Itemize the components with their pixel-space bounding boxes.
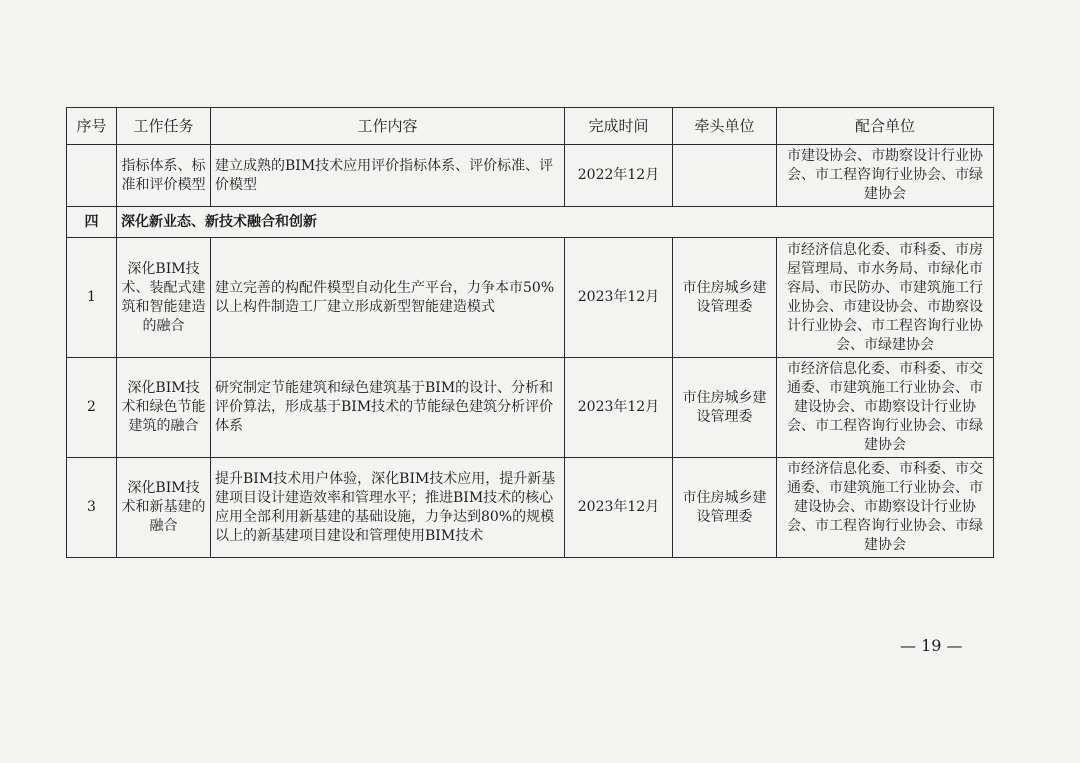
cell-lead: 市住房城乡建设管理委 — [673, 458, 777, 558]
header-partners: 配合单位 — [777, 108, 994, 145]
cell-content: 建立成熟的BIM技术应用评价指标体系、评价标准、评价模型 — [211, 145, 565, 207]
cell-time: 2023年12月 — [565, 358, 673, 458]
cell-partners: 市经济信息化委、市科委、市交通委、市建筑施工行业协会、市建设协会、市勘察设计行业协会、市工程咨询行业协会、市绿建协会 — [777, 458, 994, 558]
section-title: 深化新业态、新技术融合和创新 — [117, 207, 994, 238]
cell-content: 提升BIM技术用户体验，深化BIM技术应用，提升新基建项目设计建造效率和管理水平；推进BIM技术的核心应用全部利用新基建的基础设施，力争达到80%的规模以上的新基建项目建设和管理使用BIM技术 — [211, 458, 565, 558]
cell-task: 指标体系、标准和评价模型 — [117, 145, 211, 207]
cell-content: 研究制定节能建筑和绿色建筑基于BIM的设计、分析和评价算法，形成基于BIM技术的节能绿色建筑分析评价体系 — [211, 358, 565, 458]
cell-task: 深化BIM技术和绿色节能建筑的融合 — [117, 358, 211, 458]
section-row — [67, 207, 994, 238]
header-content: 工作内容 — [211, 108, 565, 145]
table-row — [67, 358, 994, 458]
cell-content: 建立完善的构配件模型自动化生产平台，力争本市50%以上构件制造工厂建立形成新型智能建造模式 — [211, 238, 565, 358]
table-row — [67, 238, 994, 358]
header-task: 工作任务 — [117, 108, 211, 145]
cell-task: 深化BIM技术和新基建的融合 — [117, 458, 211, 558]
header-no: 序号 — [67, 108, 117, 145]
cell-no: 1 — [67, 238, 117, 358]
header-lead: 牵头单位 — [673, 108, 777, 145]
table-header-row — [67, 108, 994, 145]
cell-partners: 市经济信息化委、市科委、市交通委、市建筑施工行业协会、市建设协会、市勘察设计行业协会、市工程咨询行业协会、市绿建协会 — [777, 358, 994, 458]
cell-lead: 市住房城乡建设管理委 — [673, 238, 777, 358]
cell-time: 2022年12月 — [565, 145, 673, 207]
cell-time: 2023年12月 — [565, 238, 673, 358]
header-time: 完成时间 — [565, 108, 673, 145]
task-table — [66, 107, 994, 558]
cell-time: 2023年12月 — [565, 458, 673, 558]
table-row — [67, 145, 994, 207]
cell-lead: 市住房城乡建设管理委 — [673, 358, 777, 458]
cell-no: 3 — [67, 458, 117, 558]
cell-partners: 市经济信息化委、市科委、市房屋管理局、市水务局、市绿化市容局、市民防办、市建筑施工行业协会、市建设协会、市勘察设计行业协会、市工程咨询行业协会、市绿建协会 — [777, 238, 994, 358]
cell-lead — [673, 145, 777, 207]
cell-partners: 市建设协会、市勘察设计行业协会、市工程咨询行业协会、市绿建协会 — [777, 145, 994, 207]
cell-no: 2 — [67, 358, 117, 458]
section-number: 四 — [67, 207, 117, 238]
table-row — [67, 458, 994, 558]
cell-no — [67, 145, 117, 207]
page-number: — 19 — — [900, 636, 963, 655]
cell-task: 深化BIM技术、装配式建筑和智能建造的融合 — [117, 238, 211, 358]
